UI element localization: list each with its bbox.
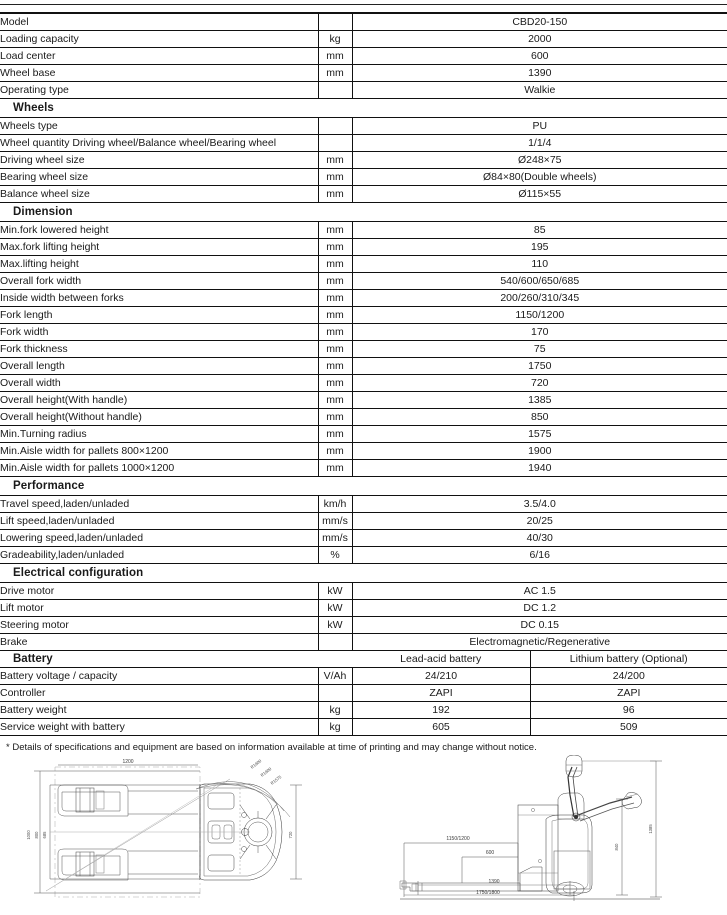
row-value: AC 1.5 xyxy=(352,583,727,600)
row-value: 540/600/650/685 xyxy=(352,273,727,290)
row-unit: mm xyxy=(318,341,352,358)
table-row xyxy=(0,530,727,547)
row-label: Lift motor xyxy=(0,600,318,617)
row-value: 1390 xyxy=(352,65,727,82)
top-rule-thin xyxy=(0,4,727,5)
row-value: Walkie xyxy=(352,82,727,99)
row-label: Drive motor xyxy=(0,583,318,600)
row-unit: mm xyxy=(318,324,352,341)
row-label: Overall length xyxy=(0,358,318,375)
row-label: Driving wheel size xyxy=(0,152,318,169)
row-label: Brake xyxy=(0,634,318,651)
row-unit xyxy=(318,135,352,152)
row-label: Fork length xyxy=(0,307,318,324)
row-unit: mm xyxy=(318,290,352,307)
row-value-lithium: ZAPI xyxy=(530,685,727,702)
battery-column-header-lead-acid: Lead-acid battery xyxy=(352,651,530,668)
row-unit: kW xyxy=(318,617,352,634)
row-unit: mm xyxy=(318,460,352,477)
table-row xyxy=(0,702,727,719)
row-label: Model xyxy=(0,14,318,31)
row-label: Wheel quantity Driving wheel/Balance wheel/Bearing wheel xyxy=(0,135,318,152)
row-value: CBD20-150 xyxy=(352,14,727,31)
table-row xyxy=(0,169,727,186)
row-unit: mm xyxy=(318,222,352,239)
row-label: Wheel base xyxy=(0,65,318,82)
row-label: Loading capacity xyxy=(0,31,318,48)
dim-fork-length-top: 1200 xyxy=(122,759,134,765)
row-value-lithium: 509 xyxy=(530,719,727,736)
row-unit: % xyxy=(318,547,352,564)
table-row xyxy=(0,460,727,477)
row-label: Lowering speed,laden/unladed xyxy=(0,530,318,547)
row-value-lead-acid: 24/210 xyxy=(352,668,530,685)
row-unit: mm xyxy=(318,307,352,324)
row-unit: mm xyxy=(318,169,352,186)
row-label: Balance wheel size xyxy=(0,186,318,203)
section-title: Dimension xyxy=(0,203,727,222)
row-label: Overall width xyxy=(0,375,318,392)
dim-overall-width: 720 xyxy=(288,831,293,839)
row-label: Controller xyxy=(0,685,318,702)
row-unit xyxy=(318,82,352,99)
dim-aisle-inner: 800 xyxy=(34,831,39,839)
table-row xyxy=(0,547,727,564)
row-label: Wheels type xyxy=(0,118,318,135)
specification-table xyxy=(0,14,727,736)
dim-wheel-base: 1390 xyxy=(488,879,500,885)
table-row xyxy=(0,82,727,99)
row-label: Battery voltage / capacity xyxy=(0,668,318,685)
row-label: Steering motor xyxy=(0,617,318,634)
row-label: Service weight with battery xyxy=(0,719,318,736)
row-unit: kg xyxy=(318,31,352,48)
row-unit: mm xyxy=(318,375,352,392)
row-unit: mm/s xyxy=(318,530,352,547)
table-row xyxy=(0,152,727,169)
table-row xyxy=(0,617,727,634)
section-header-row xyxy=(0,564,727,583)
dim-radius-2: R1900 xyxy=(259,766,273,778)
dim-radius-1: R1900 xyxy=(249,758,263,770)
row-label: Min.Aisle width for pallets 800×1200 xyxy=(0,443,318,460)
row-unit: V/Ah xyxy=(318,668,352,685)
row-value: 200/260/310/345 xyxy=(352,290,727,307)
row-value: 6/16 xyxy=(352,547,727,564)
row-label: Inside width between forks xyxy=(0,290,318,307)
row-label: Lift speed,laden/unladed xyxy=(0,513,318,530)
row-value: PU xyxy=(352,118,727,135)
row-value: 1900 xyxy=(352,443,727,460)
row-label: Travel speed,laden/unladed xyxy=(0,496,318,513)
row-value: 40/30 xyxy=(352,530,727,547)
row-unit: mm/s xyxy=(318,513,352,530)
row-value: Ø84×80(Double wheels) xyxy=(352,169,727,186)
row-value-lead-acid: 605 xyxy=(352,719,530,736)
dim-aisle-outer: 1000 xyxy=(26,830,31,840)
row-value-lead-acid: 192 xyxy=(352,702,530,719)
table-row xyxy=(0,324,727,341)
table-row xyxy=(0,392,727,409)
footnote: * Details of specifications and equipment are based on information available at time of printing and may change without notice. xyxy=(6,742,537,753)
section-title: Electrical configuration xyxy=(0,564,727,583)
row-value: 110 xyxy=(352,256,727,273)
section-title: Performance xyxy=(0,477,727,496)
table-row xyxy=(0,290,727,307)
table-row xyxy=(0,239,727,256)
row-unit: mm xyxy=(318,186,352,203)
row-label: Min.fork lowered height xyxy=(0,222,318,239)
table-row xyxy=(0,48,727,65)
row-value-lithium: 24/200 xyxy=(530,668,727,685)
row-value: Ø115×55 xyxy=(352,186,727,203)
table-row xyxy=(0,256,727,273)
row-unit: kW xyxy=(318,600,352,617)
row-value: 850 xyxy=(352,409,727,426)
row-unit: mm xyxy=(318,409,352,426)
row-unit: mm xyxy=(318,392,352,409)
table-row xyxy=(0,443,727,460)
row-unit: km/h xyxy=(318,496,352,513)
table-row xyxy=(0,341,727,358)
row-value: 170 xyxy=(352,324,727,341)
side-view-svg xyxy=(370,755,727,915)
row-value: 1385 xyxy=(352,392,727,409)
table-row xyxy=(0,426,727,443)
row-value: 1/1/4 xyxy=(352,135,727,152)
table-row xyxy=(0,668,727,685)
row-value: 600 xyxy=(352,48,727,65)
row-value: 75 xyxy=(352,341,727,358)
table-row xyxy=(0,513,727,530)
row-label: Fork width xyxy=(0,324,318,341)
row-label: Bearing wheel size xyxy=(0,169,318,186)
row-label: Min.Turning radius xyxy=(0,426,318,443)
section-title: Battery xyxy=(0,651,352,668)
top-view-drawing xyxy=(0,755,370,915)
table-row xyxy=(0,358,727,375)
row-unit xyxy=(318,14,352,31)
table-row xyxy=(0,273,727,290)
row-unit: mm xyxy=(318,426,352,443)
row-value: 195 xyxy=(352,239,727,256)
row-label: Load center xyxy=(0,48,318,65)
row-value: 1575 xyxy=(352,426,727,443)
table-row xyxy=(0,135,727,152)
row-value: Electromagnetic/Regenerative xyxy=(352,634,727,651)
row-label: Operating type xyxy=(0,82,318,99)
section-header-row xyxy=(0,477,727,496)
row-unit: mm xyxy=(318,239,352,256)
row-label: Max.fork lifting height xyxy=(0,239,318,256)
row-unit: kW xyxy=(318,583,352,600)
table-row xyxy=(0,307,727,324)
row-unit: kg xyxy=(318,702,352,719)
row-unit xyxy=(318,685,352,702)
table-row xyxy=(0,719,727,736)
row-unit: kg xyxy=(318,719,352,736)
table-row xyxy=(0,583,727,600)
row-label: Max.lifting height xyxy=(0,256,318,273)
top-rule-band xyxy=(0,0,727,14)
table-row xyxy=(0,496,727,513)
row-label: Min.Aisle width for pallets 1000×1200 xyxy=(0,460,318,477)
section-header-row-battery xyxy=(0,651,727,668)
table-row xyxy=(0,186,727,203)
row-value: 3.5/4.0 xyxy=(352,496,727,513)
row-unit xyxy=(318,634,352,651)
row-unit xyxy=(318,118,352,135)
table-row xyxy=(0,600,727,617)
row-value: 20/25 xyxy=(352,513,727,530)
row-value: 1150/1200 xyxy=(352,307,727,324)
battery-column-header-lithium: Lithium battery (Optional) xyxy=(530,651,727,668)
row-unit: mm xyxy=(318,273,352,290)
row-unit: mm xyxy=(318,358,352,375)
section-title: Wheels xyxy=(0,99,727,118)
row-label: Fork thickness xyxy=(0,341,318,358)
side-view-drawing xyxy=(370,755,727,915)
section-header-row xyxy=(0,203,727,222)
row-value: 85 xyxy=(352,222,727,239)
row-unit: mm xyxy=(318,256,352,273)
dim-fork-length-side: 1150/1200 xyxy=(446,836,470,842)
table-row xyxy=(0,118,727,135)
row-label: Overall height(Without handle) xyxy=(0,409,318,426)
row-label: Overall fork width xyxy=(0,273,318,290)
row-value: 1750 xyxy=(352,358,727,375)
row-label: Battery weight xyxy=(0,702,318,719)
row-unit: mm xyxy=(318,48,352,65)
row-unit: mm xyxy=(318,65,352,82)
top-view-svg xyxy=(0,755,370,915)
row-label: Gradeability,laden/unladed xyxy=(0,547,318,564)
dim-overall-length: 1750/1800 xyxy=(476,890,500,896)
table-row xyxy=(0,409,727,426)
row-unit: mm xyxy=(318,443,352,460)
table-row xyxy=(0,222,727,239)
row-value-lithium: 96 xyxy=(530,702,727,719)
dim-radius-3: R1575 xyxy=(269,774,283,786)
section-header-row xyxy=(0,99,727,118)
table-row xyxy=(0,685,727,702)
row-value: 720 xyxy=(352,375,727,392)
table-row xyxy=(0,31,727,48)
technical-drawings xyxy=(0,755,727,915)
table-row xyxy=(0,14,727,31)
row-unit: mm xyxy=(318,152,352,169)
dim-fork-width-overall: 685 xyxy=(42,831,47,839)
dim-handle-height: 840 xyxy=(614,843,619,851)
row-value: Ø248×75 xyxy=(352,152,727,169)
row-value-lead-acid: ZAPI xyxy=(352,685,530,702)
dim-overall-height: 1385 xyxy=(648,824,653,834)
table-row xyxy=(0,65,727,82)
row-value: DC 1.2 xyxy=(352,600,727,617)
table-row xyxy=(0,375,727,392)
table-row xyxy=(0,634,727,651)
row-value: DC 0.15 xyxy=(352,617,727,634)
row-value: 2000 xyxy=(352,31,727,48)
row-label: Overall height(With handle) xyxy=(0,392,318,409)
row-value: 1940 xyxy=(352,460,727,477)
specification-table-body xyxy=(0,14,727,736)
dim-load-center: 600 xyxy=(485,850,495,856)
